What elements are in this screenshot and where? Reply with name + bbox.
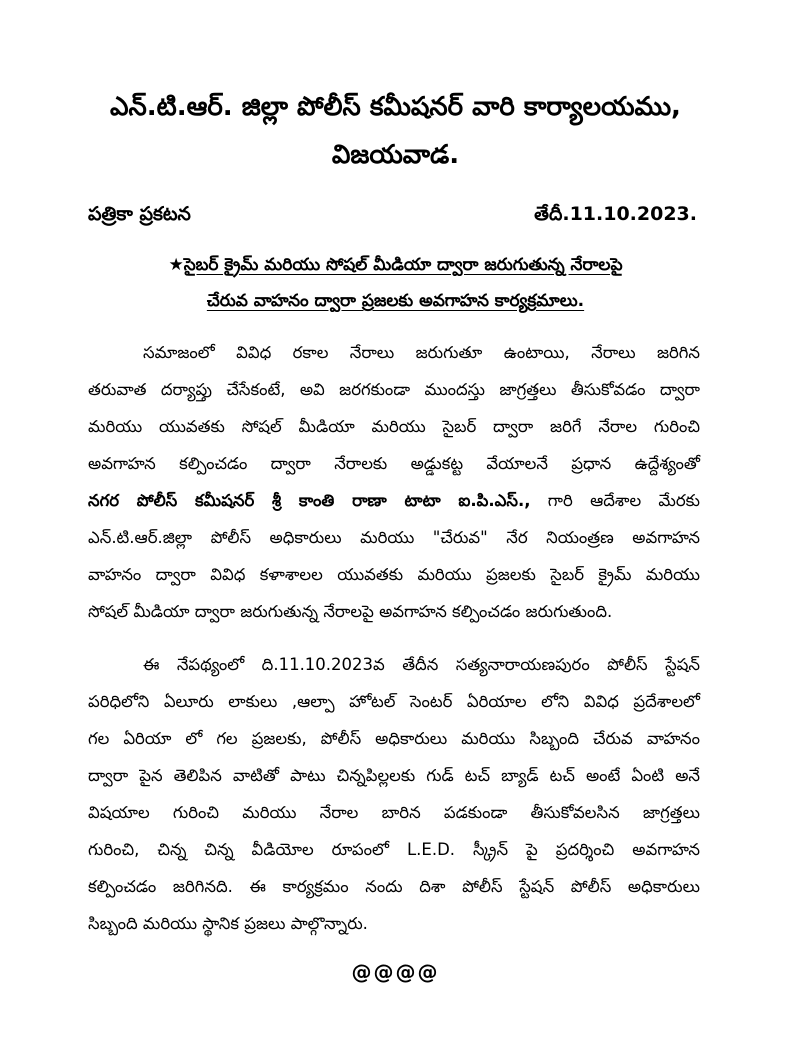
subject-line2: చేరువ వాహనం ద్వారా ప్రజలకు అవగాహన కార్యక్రమాలు. — [206, 291, 585, 311]
paragraph1-line8: సోషల్ మీడియా ద్వారా జరుగుతున్న నేరాలపై అవగాహన కల్పించడం జరుగుతుంది. — [88, 602, 613, 621]
paragraph1-line7: వాహనం ద్వారా వివిధ కళాశాలల యువతకు మరియు ప్రజలకు సైబర్ క్రైమ్ మరియు — [88, 565, 700, 584]
paragraph1-line5-rest: గారి ఆదేశాల మేరకు — [530, 491, 700, 510]
office-title-line1: ఎన్.టి.ఆర్. జిల్లా పోలీస్ కమీషనర్ వారి కార్యాలయము, — [110, 92, 681, 122]
paragraph2-line7: కల్పించడం జరిగినది. ఈ కార్యక్రమం నందు దిశా పోలీస్ స్టేషన్ పోలీస్ అధికారులు — [88, 877, 700, 896]
subject-line1 — [0, 255, 791, 279]
paragraph1-line1: సమాజంలో వివిధ రకాల నేరాలు జరుగుతూ ఉంటాయి, నేరాలు జరిగిన — [143, 343, 700, 362]
commissioner-name: నగర పోలీస్ కమీషనర్ శ్రీ కాంతి రాణా టాటా ఐ.పి.ఎస్., — [88, 491, 531, 510]
paragraph2-line8: సిబ్బంది మరియు స్థానిక ప్రజలు పాల్గొన్నారు. — [88, 914, 368, 933]
release-date: తేదీ.11.10.2023. — [534, 203, 697, 225]
press-release-label: పత్రికా ప్రకటన — [88, 203, 191, 225]
office-title-line2: విజయవాడ. — [331, 140, 460, 170]
paragraph2-line6: గురించి, చిన్న చిన్న వీడియోల రూపంలో L.E.D. స్క్రీన్ పై ప్రదర్శించి అవగాహన — [88, 840, 700, 859]
paragraph2-line3: గల ఏరియా లో గల ప్రజలకు, పోలీస్ అధికారులు మరియు సిబ్బంది చేరువ వాహనం — [88, 729, 700, 748]
star-icon: ★ — [168, 255, 184, 275]
paragraph1-line3: మరియు యువతకు సోషల్ మీడియా మరియు సైబర్ ద్వారా జరిగే నేరాల గురించి — [88, 417, 700, 436]
subject-text-line1: సైబర్ క్రైమ్ మరియు సోషల్ మీడియా ద్వారా జరుగుతున్న నేరాలపై — [183, 255, 623, 275]
paragraph1-line6: ఎన్.టి.ఆర్.జిల్లా పోలీస్ అధికారులు మరియు "చేరువ" నేర నియంత్రణ అవగాహన — [88, 528, 700, 547]
paragraph1-line4: అవగాహన కల్పించడం ద్వారా నేరాలకు అడ్డుకట్ట వేయాలనే ప్రధాన ఉద్దేశ్యంతో — [88, 454, 700, 473]
paragraph2-line4: ద్వారా పైన తెలిపిన వాటితో పాటు చిన్నపిల్లలకు గుడ్ టచ్ బ్యాడ్ టచ్ అంటే ఏంటి అనే — [88, 766, 700, 785]
paragraph1-line2: తరువాత దర్యాప్తు చేసేకంటే, అవి జరగకుండా ముందస్తు జాగ్రత్తలు తీసుకోవడం ద్వారా — [88, 380, 700, 399]
paragraph1-line5 — [88, 491, 700, 514]
end-mark: @@@@ — [351, 960, 440, 984]
paragraph2-line5: విషయాల గురించి మరియు నేరాల బారిన పడకుండా తీసుకోవలసిన జాగ్రత్తలు — [88, 803, 700, 822]
paragraph2-line1: ఈ నేపథ్యంలో ది.11.10.2023వ తేదీన సత్యనారాయణపురం పోలీస్ స్టేషన్ — [143, 655, 700, 674]
paragraph2-line2: పరిధిలోని ఏలూరు లాకులు ,ఆల్పా హోటల్ సెంటర్ ఏరియాల లోని వివిధ ప్రదేశాలలో — [88, 692, 700, 711]
